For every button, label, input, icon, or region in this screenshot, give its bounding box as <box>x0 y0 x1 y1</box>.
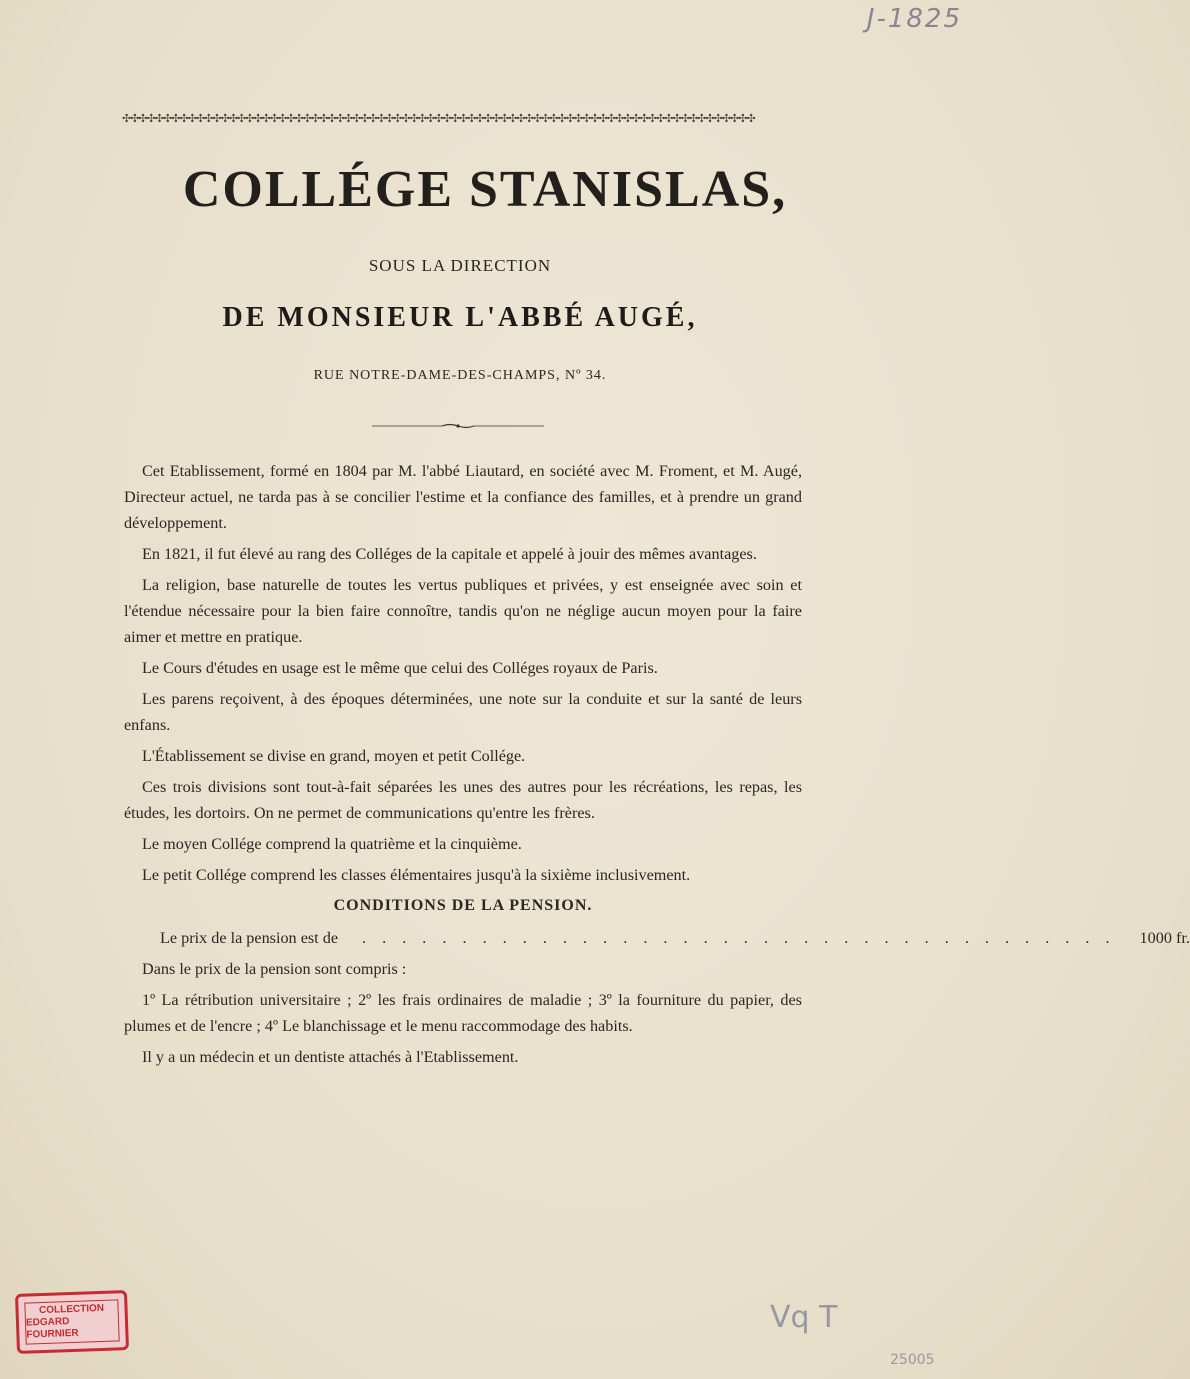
ornamental-border-rule: ✣✣✣✣✣✣✣✣✣✣✣✣✣✣✣✣✣✣✣✣✣✣✣✣✣✣✣✣✣✣✣✣✣✣✣✣✣✣✣✣✣✣✣✣✣✣✣✣✣✣✣✣✣✣✣✣✣✣✣✣✣✣✣✣✣✣✣✣✣✣✣✣✣✣✣✣✣ <box>122 112 755 125</box>
price-line <box>124 925 1190 951</box>
paragraph-middle-college: Le moyen Collége comprend la quatrième et la cinquième. <box>142 835 522 853</box>
address-line: RUE NOTRE-DAME-DES-CHAMPS, Nº 34. <box>313 368 607 383</box>
included-items: 1º La rétribution universitaire ; 2º les frais ordinaires de maladie ; 3º la fourniture du papier, des plumes et de l'encre ; 4º Le blanchissage et le menu raccommodage des habits. <box>124 991 802 1035</box>
paragraph-rank: En 1821, il fut élevé au rang des Colléges de la capitale et appelé à jouir des mêmes avantages. <box>142 545 757 563</box>
price-leader-dots: . . . . . . . . . . . . . . . . . . . . . . . . . . . . . . . . . . . . . . <box>362 929 1116 947</box>
pencil-shelfmark: Vq T <box>770 1300 838 1335</box>
pencil-number: 25005 <box>890 1352 935 1368</box>
stamp-line-2: EDGARD FOURNIER <box>25 1316 79 1341</box>
conditions-heading: CONDITIONS DE LA PENSION. <box>333 897 593 914</box>
stamp-inner-frame <box>24 1299 119 1344</box>
paragraph-parents: Les parens reçoivent, à des époques déterminées, une note sur la conduite et sur la santé de leurs enfans. <box>124 690 802 734</box>
doctor-note: Il y a un médecin et un dentiste attachés à l'Etablissement. <box>142 1048 519 1066</box>
document-subtitle: SOUS LA DIRECTION <box>368 256 552 275</box>
price-value: 1000 fr. <box>1139 929 1190 947</box>
corner-handwritten-note: J-1825 <box>866 4 962 34</box>
paragraph-separation: Ces trois divisions sont tout-à-fait séparées les unes des autres pour les récréations, les repas, les études, les dortoirs. On ne permet de communications qu'entre les frères. <box>124 778 802 822</box>
director-heading: DE MONSIEUR L'ABBÉ AUGÉ, <box>222 302 698 333</box>
price-label: Le prix de la pension est de <box>160 929 339 947</box>
included-intro: Dans le prix de la pension sont compris : <box>142 960 407 978</box>
body-text <box>124 458 1190 1075</box>
paragraph-foundation: Cet Etablissement, formé en 1804 par M. l'abbé Liautard, en société avec M. Froment, et M. Augé, Directeur actuel, ne tarda pas à se concilier l'estime et la confiance des familles, et à prendre un grand développement. <box>124 462 802 532</box>
paragraph-divisions: L'Établissement se divise en grand, moyen et petit Collége. <box>142 747 526 765</box>
collection-stamp <box>15 1290 129 1354</box>
paragraph-courses: Le Cours d'études en usage est le même que celui des Colléges royaux de Paris. <box>142 659 658 677</box>
paragraph-small-college: Le petit Collége comprend les classes élémentaires jusqu'à la sixième inclusivement. <box>142 866 691 884</box>
decorative-divider <box>372 422 544 430</box>
paragraph-religion: La religion, base naturelle de toutes les vertus publiques et privées, y est enseignée avec soin et l'étendue nécessaire pour la bien faire connoître, tandis qu'on ne néglige aucun moyen pour la faire aimer et mettre en pratique. <box>124 576 802 646</box>
document-title: COLLÉGE STANISLAS, <box>182 161 788 218</box>
stamp-line-1: COLLECTION <box>38 1302 105 1317</box>
